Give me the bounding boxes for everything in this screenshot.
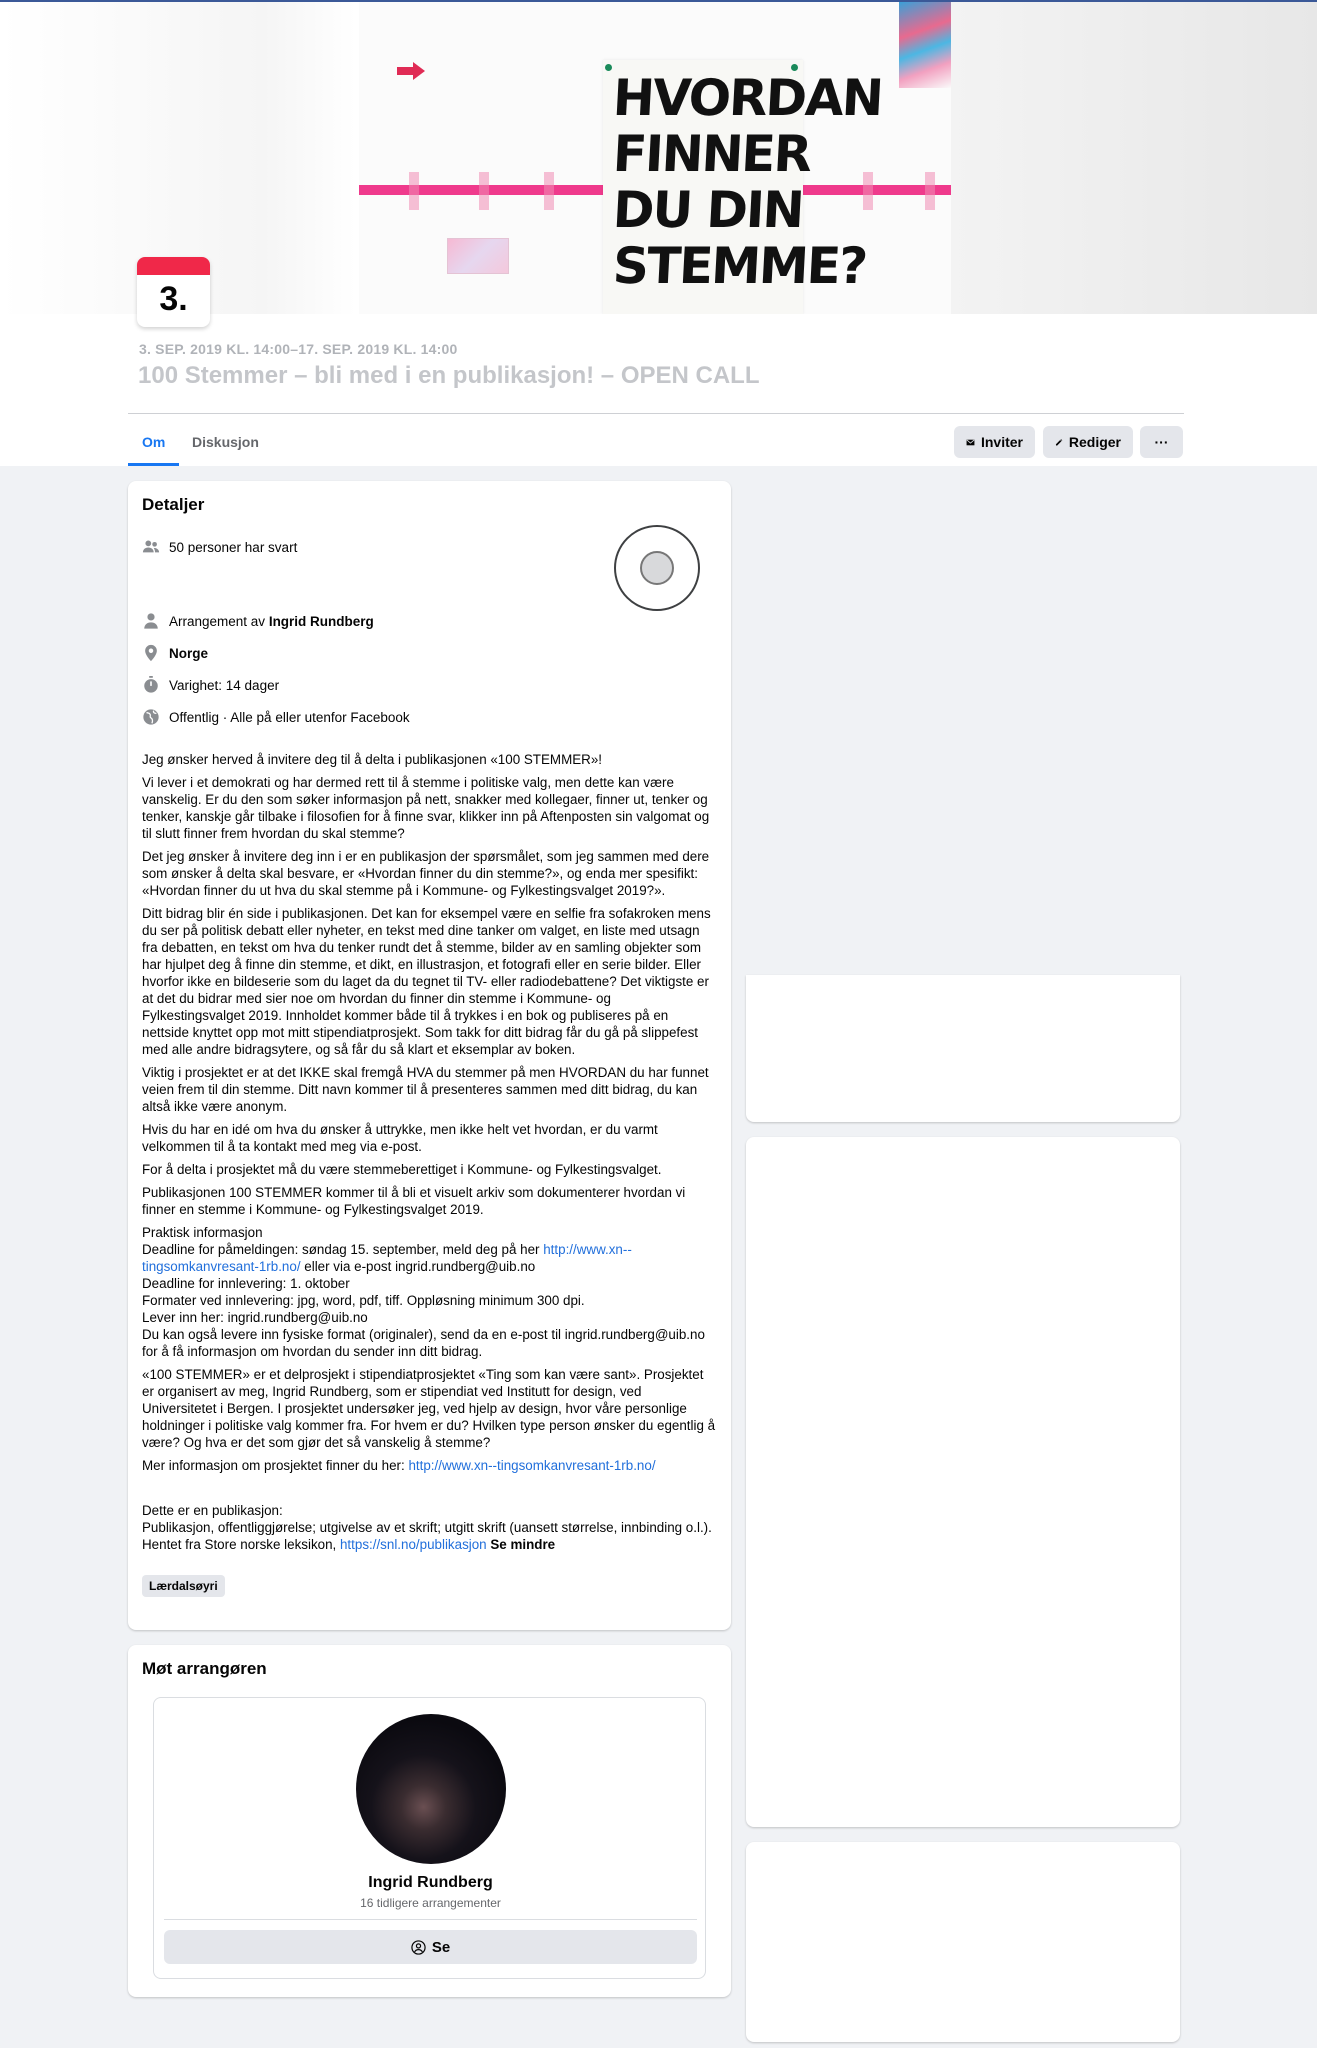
duration-row <box>142 669 717 701</box>
user-circle-icon <box>411 1940 426 1955</box>
poster-text-line: FINNER <box>611 125 812 183</box>
event-title: 100 Stemmer – bli med i en publikasjon! – OPEN CALL <box>138 362 760 389</box>
details-card <box>128 481 731 1630</box>
globe-icon <box>142 708 160 726</box>
view-profile-button[interactable] <box>164 1930 697 1964</box>
publication-paragraph <box>142 1502 717 1553</box>
details-title: Detaljer <box>142 495 205 514</box>
poster <box>603 60 884 314</box>
organizer-name[interactable]: Ingrid Rundberg <box>368 1874 493 1891</box>
tape-segment <box>479 172 489 210</box>
small-sticker <box>447 238 509 274</box>
view-profile-label: Se <box>431 1938 451 1956</box>
tape-segment <box>409 172 419 210</box>
description-paragraph: Viktig i prosjektet er at det IKKE skal fremgå HVA du stemmer på men HVORDAN du har funnet veien frem til din stemme. Ditt navn kommer til å presenteres sammen med ditt bidrag, du kan altså ikke være anonym. <box>142 1065 709 1114</box>
organizer-text <box>169 614 374 629</box>
source-prefix: Hentet fra Store norske leksikon, <box>142 1537 340 1552</box>
location-row <box>142 637 717 669</box>
more-options-button[interactable] <box>1140 426 1183 458</box>
radio-dot <box>640 551 674 585</box>
arrow-sticker-icon <box>397 62 425 80</box>
duration-text: Varighet: 14 dager <box>169 677 280 693</box>
pin-icon <box>605 64 612 71</box>
tape-segment <box>863 172 873 210</box>
invite-button[interactable] <box>954 426 1035 458</box>
edit-label: Rediger <box>1068 434 1121 450</box>
invite-label: Inviter <box>980 434 1023 450</box>
organizer-name-link[interactable]: Ingrid Rundberg <box>268 613 374 629</box>
side-card <box>746 1137 1180 1827</box>
response-radio-icon[interactable] <box>614 525 700 611</box>
description-paragraph: Publikasjonen 100 STEMMER kommer til å bli et visuelt arkiv som dokumenterer hvordan vi finner en stemme i Kommune- og Fylkestingsvalget 2019. <box>142 1185 686 1217</box>
poster-text-line: DU DIN <box>611 181 804 239</box>
project-link[interactable]: http://www.xn--tingsomkanvresant-1rb.no/ <box>408 1458 656 1473</box>
date-badge <box>137 257 210 327</box>
side-card <box>746 975 1180 1122</box>
person-icon <box>142 612 160 630</box>
description-paragraph: Vi lever i et demokrati og har dermed rett til å stemme i politiske valg, men dette kan være vanskelig. Er du den som søker informasjon på nett, snakker med kollegaer, finner ut, tenker og tenker, kanskje går tilbake i filosofien for å finne svar, klikker inn på Aftenposten sin valgomat og til slutt finner frem hvordan du skal stemme? <box>142 775 710 841</box>
snl-link[interactable]: https://snl.no/publikasjon <box>339 1537 487 1552</box>
event-description <box>142 751 717 1553</box>
practical-heading: Praktisk informasjon <box>142 1225 263 1240</box>
tab-om[interactable]: Om <box>128 418 179 466</box>
organizer-row <box>142 605 717 637</box>
more-info-paragraph <box>142 1457 717 1474</box>
event-time: 3. SEP. 2019 KL. 14:00–17. SEP. 2019 KL. 14:00 <box>139 341 458 357</box>
tape-segment <box>544 172 554 210</box>
edit-button[interactable] <box>1043 426 1133 458</box>
publication-lines: Dette er en publikasjon: Publikasjon, offentliggjørelse; utgivelse av et skrift; utgitt skrift (uansett størrelse, innbinding o.l.). <box>142 1503 712 1535</box>
tab-diskusjon[interactable]: Diskusjon <box>192 434 259 450</box>
description-paragraph: Hvis du har en idé om hva du ønsker å uttrykke, men ikke helt vet hvordan, er du varmt velkommen til å ta kontakt med meg via e-post. <box>142 1122 658 1154</box>
poster-text-line: HVORDAN <box>611 69 884 127</box>
organizer-card <box>128 1645 731 1997</box>
tape-segment <box>925 172 935 210</box>
description-paragraph: Jeg ønsker herved å invitere deg til å delta i publikasjonen «100 STEMMER»! <box>142 752 602 767</box>
date-badge-bar <box>137 257 210 275</box>
organizer-divider <box>164 1919 697 1920</box>
location-text[interactable]: Norge <box>169 645 209 661</box>
more-options-icon: ··· <box>1154 434 1169 450</box>
practical-lines: Deadline for innlevering: 1. oktober Formater ved innlevering: jpg, word, pdf, tiff. Oppløsning minimum 300 dpi. Lever inn her: ingrid.rundberg@uib.no Du kan også levere inn fysiske format (originaler), send da en e-post til ingrid.rundberg@uib.no for å få informasjon om hvordan du sender inn ditt bidrag. <box>142 1276 705 1359</box>
pencil-icon <box>1055 435 1063 450</box>
corner-artwork <box>899 2 951 88</box>
privacy-row <box>142 701 717 733</box>
event-header <box>0 0 1317 466</box>
organizer-prefix: Arrangement av <box>169 613 269 629</box>
description-paragraph: Ditt bidrag blir én side i publikasjonen. Det kan for eksempel være en selfie fra sofakroken mens du ser på politisk debatt eller nyheter, en tekst med dine tanker om valget, en liste med utsagn fra debatten, en tekst om hva du tenker rundt det å stemme, bilder av en samling objekter som har hjulpet deg å finne din stemme, et dikt, en illustrasjon, et fotografi eller en serie bilder. Eller hvorfor ikke en bildeserie som du laget da du tegnet til TV- eller radiodebattene? Det viktigste er at det du bidrar med sier noe om hvordan du finner din stemme i Kommune- og Fylkestingsvalget 2019. Innholdet kommer både til å trykkes i en bok og publiseres på en nettside knyttet opp mot mitt stipendiatprosjekt. Som takk for ditt bidrag får du gå på slippefest med alle andre bidragsytere, og så får du så klart et eksemplar av boken. <box>142 906 711 1057</box>
side-card <box>746 1842 1180 2042</box>
see-less-button[interactable]: Se mindre <box>486 1537 556 1552</box>
responded-text: 50 personer har svart <box>169 539 298 555</box>
poster-text-line: STEMME? <box>611 237 868 295</box>
project-paragraph: «100 STEMMER» er et delprosjekt i stipendiatprosjektet «Ting som kan være sant». Prosjektet er organisert av meg, Ingrid Rundberg, som er stipendiat ved Institutt for design, ved Universitetet i Bergen. I prosjektet undersøker jeg, ved hjelp av design, hvor våre personlige holdninger i politiske valg kommer fra. For hvem er du? Hvilken type person ønsker du egentlig å være? Og hva er det som gjør det så vanskelig å stemme? <box>142 1367 716 1450</box>
signup-link[interactable]: http://www.xn--tingsomkanvresant-1rb.no/ <box>142 1242 632 1274</box>
deadline-prefix: Deadline for påmeldingen: søndag 15. september, meld deg på her <box>142 1242 544 1257</box>
organizer-events-count: 16 tidligere arrangementer <box>360 1896 501 1910</box>
privacy-text: Offentlig · Alle på eller utenfor Facebook <box>169 709 410 725</box>
cover-photo-image <box>359 2 951 314</box>
location-pin-icon <box>142 644 160 662</box>
header-divider <box>128 413 1184 414</box>
deadline-suffix: eller via e-post ingrid.rundberg@uib.no <box>300 1259 536 1274</box>
description-paragraph: Det jeg ønsker å invitere deg inn i er en publikasjon der spørsmålet, som jeg sammen med dere som ønsker å delta skal besvare, er «Hvordan finner du din stemme?», og enda mer spesifikt: «Hvordan finner du ut hva du skal stemme på i Kommune- og Fylkestingsvalget 2019?». <box>142 849 710 898</box>
practical-info <box>142 1224 717 1360</box>
organizer-title: Møt arrangøren <box>142 1659 267 1678</box>
avatar[interactable] <box>356 1714 506 1864</box>
stopwatch-icon <box>142 676 160 694</box>
location-tag[interactable]: Lærdalsøyri <box>142 1575 225 1597</box>
cover-photo-shade <box>951 2 1317 314</box>
more-info-prefix: Mer informasjon om prosjektet finner du her: <box>142 1458 409 1473</box>
people-icon <box>142 538 160 556</box>
organizer-profile <box>153 1697 706 1979</box>
date-badge-day: 3. <box>159 280 188 318</box>
description-paragraph: For å delta i prosjektet må du være stemmeberettiget i Kommune- og Fylkestingsvalget. <box>142 1162 662 1177</box>
envelope-icon <box>966 435 975 450</box>
